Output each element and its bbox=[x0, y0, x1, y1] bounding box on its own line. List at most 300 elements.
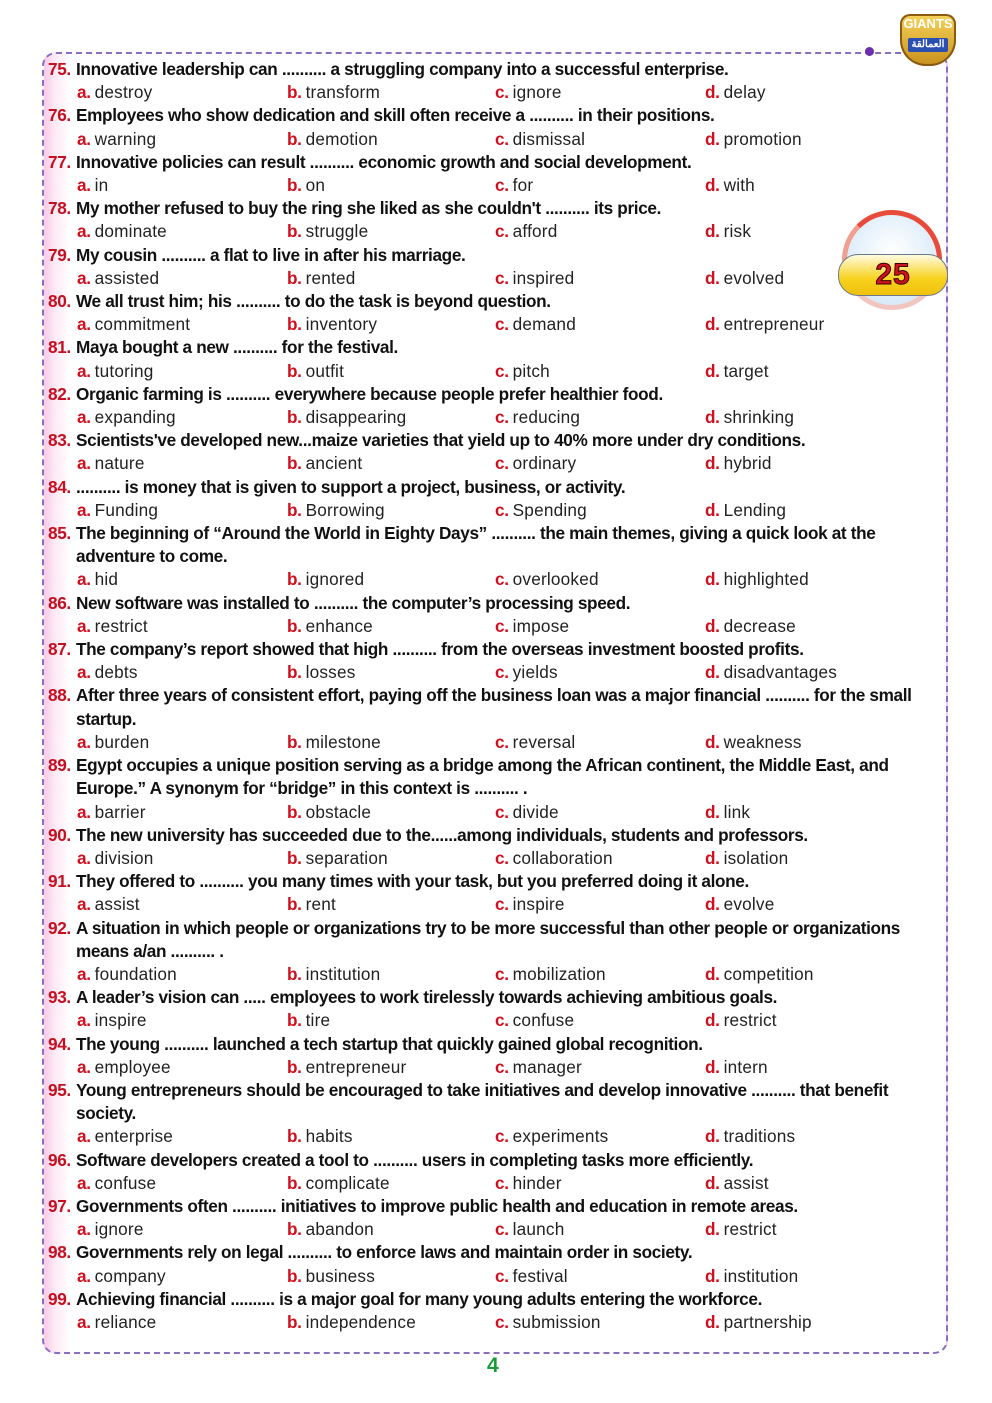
option-text: risk bbox=[723, 221, 752, 242]
option[interactable] bbox=[705, 1009, 915, 1032]
option[interactable] bbox=[287, 801, 495, 824]
option-letter: c. bbox=[495, 128, 509, 149]
question-stem: The new university has succeeded due to the......among individuals, students and professors. bbox=[76, 824, 808, 845]
option[interactable] bbox=[495, 220, 705, 243]
options-row bbox=[46, 128, 946, 151]
option-letter: a. bbox=[77, 662, 91, 683]
option-text: enterprise bbox=[94, 1126, 174, 1147]
option-letter: a. bbox=[77, 1219, 91, 1240]
option-text: with bbox=[723, 175, 755, 196]
option-text: division bbox=[94, 847, 154, 868]
question-stem: Young entrepreneurs should be encouraged to take initiatives and develop innovative .......... that benefit society. bbox=[76, 1079, 889, 1124]
question-number: 88. bbox=[48, 685, 71, 706]
question-number: 84. bbox=[48, 476, 71, 497]
question-item bbox=[46, 1195, 946, 1241]
option[interactable] bbox=[77, 1172, 287, 1195]
option-text: transform bbox=[305, 82, 380, 103]
option[interactable] bbox=[495, 128, 705, 151]
option-letter: d. bbox=[705, 569, 720, 590]
option[interactable] bbox=[287, 360, 495, 383]
option[interactable] bbox=[77, 615, 287, 638]
option[interactable] bbox=[705, 220, 915, 243]
question-item bbox=[46, 522, 946, 592]
option[interactable] bbox=[705, 1056, 915, 1079]
question-number: 86. bbox=[48, 592, 71, 613]
question-stem: New software was installed to .......... the computer’s processing speed. bbox=[76, 592, 631, 613]
option[interactable] bbox=[705, 313, 915, 336]
options-row bbox=[46, 313, 946, 336]
option-text: ignore bbox=[94, 1219, 144, 1240]
option[interactable] bbox=[287, 1265, 495, 1288]
option-text: restrict bbox=[723, 1010, 777, 1031]
option-text: afford bbox=[512, 221, 558, 242]
question-stem: Employees who show dedication and skill often receive a .......... in their positions. bbox=[76, 105, 715, 126]
options-row bbox=[46, 847, 946, 870]
option-letter: a. bbox=[77, 963, 91, 984]
options-row bbox=[46, 1311, 946, 1334]
question-item bbox=[46, 151, 946, 197]
option[interactable] bbox=[705, 360, 915, 383]
option[interactable] bbox=[705, 1125, 915, 1148]
option-letter: d. bbox=[705, 894, 720, 915]
option-text: reducing bbox=[512, 407, 581, 428]
option-text: independence bbox=[305, 1311, 416, 1332]
question-stem: .......... is money that is given to support a project, business, or activity. bbox=[76, 476, 626, 497]
options-row bbox=[46, 406, 946, 429]
option-letter: a. bbox=[77, 731, 91, 752]
question-number: 76. bbox=[48, 105, 71, 126]
option[interactable] bbox=[287, 963, 495, 986]
question-number: 79. bbox=[48, 244, 71, 265]
option-letter: b. bbox=[287, 499, 302, 520]
options-row bbox=[46, 81, 946, 104]
option[interactable] bbox=[495, 452, 705, 475]
option[interactable] bbox=[287, 847, 495, 870]
option[interactable] bbox=[287, 499, 495, 522]
option-text: hinder bbox=[512, 1172, 562, 1193]
option[interactable] bbox=[77, 801, 287, 824]
question-item bbox=[46, 244, 946, 290]
option-letter: d. bbox=[705, 1219, 720, 1240]
option-text: partnership bbox=[723, 1311, 812, 1332]
option-letter: c. bbox=[495, 569, 509, 590]
options-row bbox=[46, 452, 946, 475]
option-letter: b. bbox=[287, 569, 302, 590]
option[interactable] bbox=[705, 1218, 915, 1241]
option-letter: b. bbox=[287, 407, 302, 428]
option-text: in bbox=[94, 175, 109, 196]
option[interactable] bbox=[77, 1218, 287, 1241]
option-text: rent bbox=[305, 894, 336, 915]
option-text: entrepreneur bbox=[723, 314, 825, 335]
option-letter: d. bbox=[705, 662, 720, 683]
option[interactable] bbox=[287, 406, 495, 429]
option[interactable] bbox=[705, 615, 915, 638]
option-letter: b. bbox=[287, 615, 302, 636]
option[interactable] bbox=[495, 661, 705, 684]
option[interactable] bbox=[705, 406, 915, 429]
option-letter: d. bbox=[705, 963, 720, 984]
option[interactable] bbox=[77, 893, 287, 916]
option[interactable] bbox=[495, 313, 705, 336]
question-number: 81. bbox=[48, 337, 71, 358]
question-stem: A leader’s vision can ..... employees to work tirelessly towards achieving ambitious goals. bbox=[76, 987, 778, 1008]
question-item bbox=[46, 58, 946, 104]
option[interactable] bbox=[77, 568, 287, 591]
option-letter: c. bbox=[495, 1172, 509, 1193]
option[interactable] bbox=[77, 313, 287, 336]
option-text: tutoring bbox=[94, 360, 154, 381]
question-number: 92. bbox=[48, 917, 71, 938]
option-text: demand bbox=[512, 314, 576, 335]
option[interactable] bbox=[77, 220, 287, 243]
option-letter: d. bbox=[705, 1311, 720, 1332]
option-text: launch bbox=[512, 1219, 565, 1240]
option[interactable] bbox=[287, 452, 495, 475]
option-text: target bbox=[723, 360, 769, 381]
options-row bbox=[46, 615, 946, 638]
option[interactable] bbox=[495, 174, 705, 197]
option[interactable] bbox=[287, 615, 495, 638]
option-text: restrict bbox=[94, 615, 148, 636]
option[interactable] bbox=[287, 1125, 495, 1148]
option-text: delay bbox=[723, 82, 766, 103]
question-item bbox=[46, 383, 946, 429]
option-text: pitch bbox=[512, 360, 550, 381]
badge-number: 25 bbox=[838, 254, 948, 296]
option-text: ancient bbox=[305, 453, 363, 474]
option-text: ignored bbox=[305, 569, 365, 590]
question-item bbox=[46, 986, 946, 1032]
option[interactable] bbox=[495, 1056, 705, 1079]
option[interactable] bbox=[495, 568, 705, 591]
option-letter: c. bbox=[495, 615, 509, 636]
option-letter: a. bbox=[77, 453, 91, 474]
question-stem: The young .......... launched a tech startup that quickly gained global recognition. bbox=[76, 1033, 703, 1054]
option[interactable] bbox=[495, 406, 705, 429]
question-item bbox=[46, 824, 946, 870]
question-item bbox=[46, 917, 946, 987]
option-text: highlighted bbox=[723, 569, 809, 590]
option-text: weakness bbox=[723, 731, 802, 752]
option-text: for bbox=[512, 175, 534, 196]
option[interactable] bbox=[705, 801, 915, 824]
question-number: 93. bbox=[48, 987, 71, 1008]
option-letter: a. bbox=[77, 267, 91, 288]
option-text: on bbox=[305, 175, 326, 196]
option[interactable] bbox=[705, 81, 915, 104]
option-text: company bbox=[94, 1265, 166, 1286]
option-letter: c. bbox=[495, 1219, 509, 1240]
question-stem: Egypt occupies a unique position serving as a bridge among the African continent, the Middle East, and Europe.” A synonym for “bridge” in this context is .......... . bbox=[76, 755, 889, 799]
option-text: assisted bbox=[94, 267, 160, 288]
option-text: inventory bbox=[305, 314, 378, 335]
option-text: rented bbox=[305, 267, 356, 288]
option[interactable] bbox=[495, 1265, 705, 1288]
option[interactable] bbox=[705, 1311, 915, 1334]
option-letter: b. bbox=[287, 267, 302, 288]
option[interactable] bbox=[495, 847, 705, 870]
option-letter: a. bbox=[77, 82, 91, 103]
option-letter: d. bbox=[705, 407, 720, 428]
question-number: 82. bbox=[48, 383, 71, 404]
option-text: disappearing bbox=[305, 407, 407, 428]
option[interactable] bbox=[705, 661, 915, 684]
option[interactable] bbox=[495, 893, 705, 916]
option[interactable] bbox=[495, 963, 705, 986]
option-text: entrepreneur bbox=[305, 1056, 407, 1077]
option[interactable] bbox=[287, 568, 495, 591]
option[interactable] bbox=[77, 661, 287, 684]
option-letter: b. bbox=[287, 82, 302, 103]
option-letter: b. bbox=[287, 128, 302, 149]
option[interactable] bbox=[287, 893, 495, 916]
option[interactable] bbox=[287, 1009, 495, 1032]
option[interactable] bbox=[287, 220, 495, 243]
question-stem: Governments often .......... initiatives to improve public health and education in remote areas. bbox=[76, 1195, 798, 1216]
option-letter: c. bbox=[495, 731, 509, 752]
option[interactable] bbox=[705, 128, 915, 151]
option-text: Spending bbox=[512, 499, 587, 520]
option-letter: c. bbox=[495, 314, 509, 335]
option-letter: b. bbox=[287, 1219, 302, 1240]
option[interactable] bbox=[495, 1218, 705, 1241]
question-item bbox=[46, 684, 946, 754]
question-item bbox=[46, 290, 946, 336]
option-letter: c. bbox=[495, 1056, 509, 1077]
options-row bbox=[46, 801, 946, 824]
option-letter: c. bbox=[495, 407, 509, 428]
question-item bbox=[46, 197, 946, 243]
option[interactable] bbox=[77, 963, 287, 986]
options-row bbox=[46, 1056, 946, 1079]
option-text: employee bbox=[94, 1056, 171, 1077]
options-row bbox=[46, 360, 946, 383]
option-text: overlooked bbox=[512, 569, 599, 590]
option[interactable] bbox=[77, 1009, 287, 1032]
option-letter: b. bbox=[287, 1010, 302, 1031]
option-text: Borrowing bbox=[305, 499, 385, 520]
question-number: 89. bbox=[48, 755, 71, 776]
option-letter: b. bbox=[287, 453, 302, 474]
option-text: reversal bbox=[512, 731, 576, 752]
option-letter: b. bbox=[287, 1126, 302, 1147]
option-letter: c. bbox=[495, 1010, 509, 1031]
option[interactable] bbox=[77, 847, 287, 870]
option[interactable] bbox=[77, 731, 287, 754]
option-text: disadvantages bbox=[723, 662, 838, 683]
option-text: burden bbox=[94, 731, 150, 752]
question-number: 85. bbox=[48, 523, 71, 544]
option[interactable] bbox=[705, 499, 915, 522]
options-row bbox=[46, 893, 946, 916]
option[interactable] bbox=[495, 81, 705, 104]
option[interactable] bbox=[495, 801, 705, 824]
option-letter: c. bbox=[495, 221, 509, 242]
option-text: evolve bbox=[723, 894, 775, 915]
options-row bbox=[46, 1009, 946, 1032]
option[interactable] bbox=[495, 267, 705, 290]
option-letter: c. bbox=[495, 453, 509, 474]
option-text: losses bbox=[305, 662, 356, 683]
option-letter: c. bbox=[495, 1311, 509, 1332]
question-item bbox=[46, 754, 946, 824]
giants-logo: GIANTS العمالقة bbox=[900, 14, 956, 66]
option[interactable] bbox=[287, 313, 495, 336]
question-stem: Innovative policies can result .......... economic growth and social development. bbox=[76, 151, 692, 172]
option[interactable] bbox=[495, 1009, 705, 1032]
option-text: separation bbox=[305, 847, 388, 868]
option-text: confuse bbox=[512, 1010, 575, 1031]
option-text: experiments bbox=[512, 1126, 609, 1147]
option[interactable] bbox=[77, 452, 287, 475]
option-text: isolation bbox=[723, 847, 789, 868]
option-letter: d. bbox=[705, 128, 720, 149]
option-letter: c. bbox=[495, 82, 509, 103]
question-stem: Organic farming is .......... everywhere because people prefer healthier food. bbox=[76, 383, 663, 404]
option[interactable] bbox=[495, 499, 705, 522]
option[interactable] bbox=[287, 128, 495, 151]
option-letter: b. bbox=[287, 963, 302, 984]
option[interactable] bbox=[495, 1311, 705, 1334]
option-letter: a. bbox=[77, 894, 91, 915]
option-letter: a. bbox=[77, 1010, 91, 1031]
question-number: 80. bbox=[48, 291, 71, 312]
options-row bbox=[46, 963, 946, 986]
question-stem: My cousin .......... a flat to live in after his marriage. bbox=[76, 244, 466, 265]
question-number: 94. bbox=[48, 1033, 71, 1054]
question-number: 78. bbox=[48, 198, 71, 219]
question-item bbox=[46, 592, 946, 638]
option[interactable] bbox=[77, 1056, 287, 1079]
option-letter: d. bbox=[705, 1172, 720, 1193]
option-letter: a. bbox=[77, 1172, 91, 1193]
option-letter: d. bbox=[705, 360, 720, 381]
options-row bbox=[46, 731, 946, 754]
option-letter: d. bbox=[705, 1126, 720, 1147]
option-letter: b. bbox=[287, 1311, 302, 1332]
option[interactable] bbox=[77, 128, 287, 151]
option[interactable] bbox=[287, 81, 495, 104]
option[interactable] bbox=[77, 406, 287, 429]
options-row bbox=[46, 1218, 946, 1241]
option-text: commitment bbox=[94, 314, 191, 335]
option-letter: d. bbox=[705, 1056, 720, 1077]
option[interactable] bbox=[705, 731, 915, 754]
options-row bbox=[46, 568, 946, 591]
option-letter: a. bbox=[77, 569, 91, 590]
question-item bbox=[46, 1241, 946, 1287]
options-row bbox=[46, 661, 946, 684]
option[interactable] bbox=[77, 1311, 287, 1334]
option-letter: c. bbox=[495, 499, 509, 520]
option[interactable] bbox=[77, 360, 287, 383]
option-letter: d. bbox=[705, 82, 720, 103]
option[interactable] bbox=[77, 174, 287, 197]
option[interactable] bbox=[287, 174, 495, 197]
option[interactable] bbox=[287, 1311, 495, 1334]
option[interactable] bbox=[77, 1125, 287, 1148]
option[interactable] bbox=[287, 1172, 495, 1195]
option[interactable] bbox=[705, 174, 915, 197]
option-text: manager bbox=[512, 1056, 582, 1077]
option[interactable] bbox=[495, 1125, 705, 1148]
option-letter: d. bbox=[705, 267, 720, 288]
question-number: 91. bbox=[48, 871, 71, 892]
option[interactable] bbox=[705, 452, 915, 475]
option-text: ordinary bbox=[512, 453, 577, 474]
option-text: complicate bbox=[305, 1172, 390, 1193]
options-row bbox=[46, 1265, 946, 1288]
question-number: 97. bbox=[48, 1195, 71, 1216]
option[interactable] bbox=[705, 568, 915, 591]
option-text: milestone bbox=[305, 731, 381, 752]
option-text: assist bbox=[94, 894, 140, 915]
option[interactable] bbox=[495, 615, 705, 638]
option[interactable] bbox=[705, 893, 915, 916]
option-text: warning bbox=[94, 128, 157, 149]
option-letter: a. bbox=[77, 615, 91, 636]
option-text: struggle bbox=[305, 221, 369, 242]
options-row bbox=[46, 174, 946, 197]
option[interactable] bbox=[705, 1172, 915, 1195]
option[interactable] bbox=[287, 661, 495, 684]
option-letter: a. bbox=[77, 175, 91, 196]
option[interactable] bbox=[705, 1265, 915, 1288]
option-text: outfit bbox=[305, 360, 345, 381]
option[interactable] bbox=[705, 267, 915, 290]
option-letter: a. bbox=[77, 221, 91, 242]
option-text: evolved bbox=[723, 267, 785, 288]
option-text: obstacle bbox=[305, 801, 372, 822]
option-text: barrier bbox=[94, 801, 146, 822]
option-letter: d. bbox=[705, 847, 720, 868]
question-stem: Software developers created a tool to .......... users in completing tasks more efficiently. bbox=[76, 1149, 754, 1170]
option[interactable] bbox=[287, 1218, 495, 1241]
option[interactable] bbox=[77, 499, 287, 522]
option-letter: b. bbox=[287, 1056, 302, 1077]
option-letter: b. bbox=[287, 1172, 302, 1193]
option[interactable] bbox=[495, 731, 705, 754]
option[interactable] bbox=[287, 731, 495, 754]
option-text: decrease bbox=[723, 615, 796, 636]
question-stem: Governments rely on legal .......... to enforce laws and maintain order in society. bbox=[76, 1242, 693, 1263]
options-row bbox=[46, 220, 946, 243]
option-text: intern bbox=[723, 1056, 768, 1077]
option[interactable] bbox=[77, 267, 287, 290]
question-stem: Achieving financial .......... is a major goal for many young adults entering the workforce. bbox=[76, 1288, 762, 1309]
option[interactable] bbox=[705, 847, 915, 870]
option[interactable] bbox=[287, 267, 495, 290]
option[interactable] bbox=[495, 1172, 705, 1195]
option-letter: c. bbox=[495, 801, 509, 822]
option[interactable] bbox=[495, 360, 705, 383]
option[interactable] bbox=[287, 1056, 495, 1079]
question-number: 96. bbox=[48, 1149, 71, 1170]
option[interactable] bbox=[77, 1265, 287, 1288]
options-row bbox=[46, 1172, 946, 1195]
option-letter: b. bbox=[287, 847, 302, 868]
options-row bbox=[46, 1125, 946, 1148]
question-stem: Innovative leadership can .......... a struggling company into a successful enterprise. bbox=[76, 59, 729, 79]
options-row bbox=[46, 499, 946, 522]
option-text: festival bbox=[512, 1265, 568, 1286]
option[interactable] bbox=[705, 963, 915, 986]
option-text: dismissal bbox=[512, 128, 586, 149]
option-letter: b. bbox=[287, 1265, 302, 1286]
option[interactable] bbox=[77, 81, 287, 104]
option-text: restrict bbox=[723, 1219, 777, 1240]
